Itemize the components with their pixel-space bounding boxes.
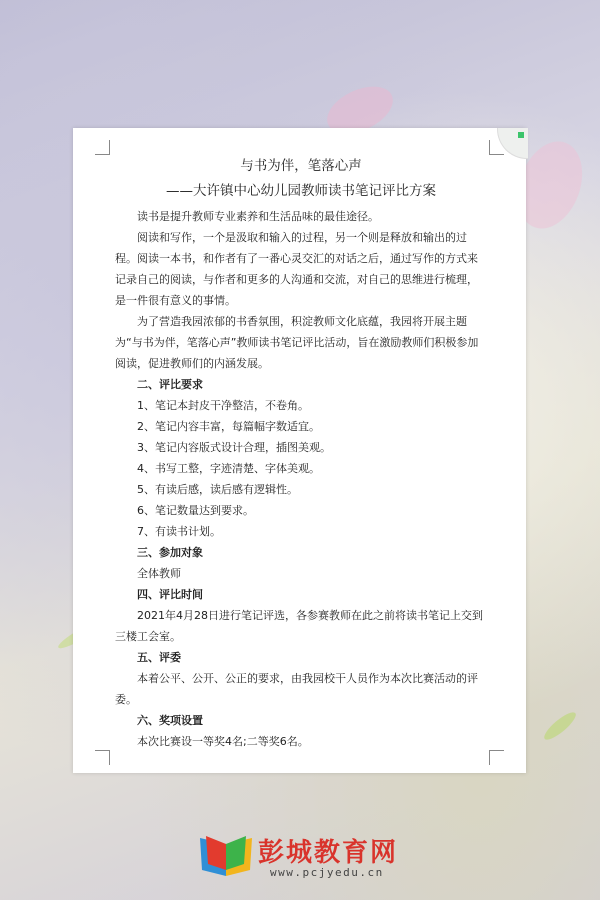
section-heading: 五、评委 bbox=[137, 651, 181, 664]
paragraph: 为了营造我园浓郁的书香氛围，积淀教师文化底蕴，我园将开展主题为“与书为伴，笔落心声”教师读书笔记评比活动，旨在激励教师们积极参加阅读，促进教师们的内涵发展。 bbox=[115, 315, 479, 370]
crop-mark-top-left bbox=[95, 140, 110, 155]
document-subtitle: ——大许镇中心幼儿园教师读书笔记评比方案 bbox=[166, 183, 436, 199]
site-url: www.pcjyedu.cn bbox=[270, 866, 384, 879]
open-book-logo-icon bbox=[196, 834, 256, 878]
paragraph: 阅读和写作，一个是汲取和输入的过程，另一个则是释放和输出的过程。阅读一本书，和作者有了一番心灵交汇的对话之后，通过写作的方式来记录自己的阅读，与作者和更多的人沟通和交流，对自己的思维进行梳理，是一件很有意义的事情。 bbox=[115, 231, 478, 307]
requirement-item: 3、笔记内容版式设计合理，插图美观。 bbox=[137, 441, 331, 454]
requirement-item: 1、笔记本封皮干净整洁，不卷角。 bbox=[137, 399, 309, 412]
crop-mark-bottom-left bbox=[95, 750, 110, 765]
requirement-item: 4、书写工整，字迹清楚、字体美观。 bbox=[137, 462, 320, 475]
section-heading: 六、奖项设置 bbox=[137, 714, 203, 727]
section-heading: 三、参加对象 bbox=[137, 546, 203, 559]
requirement-item: 2、笔记内容丰富，每篇幅字数适宜。 bbox=[137, 420, 320, 433]
paragraph: 本着公平、公开、公正的要求，由我园校干人员作为本次比赛活动的评委。 bbox=[115, 672, 478, 706]
document-title: 与书为伴，笔落心声 bbox=[240, 158, 362, 174]
background-leaf bbox=[541, 709, 579, 744]
document-page[interactable] bbox=[73, 128, 526, 773]
requirement-item: 7、有读书计划。 bbox=[137, 525, 221, 538]
paragraph: 读书是提升教师专业素养和生活品味的最佳途径。 bbox=[137, 210, 379, 223]
requirement-item: 6、笔记数量达到要求。 bbox=[137, 504, 254, 517]
paragraph: 本次比赛设一等奖4名;二等奖6名。 bbox=[137, 735, 309, 748]
site-watermark bbox=[196, 832, 436, 882]
section-heading: 二、评比要求 bbox=[137, 378, 203, 391]
document-body bbox=[115, 156, 487, 752]
requirement-item: 5、有读后感，读后感有逻辑性。 bbox=[137, 483, 298, 496]
crop-mark-bottom-right bbox=[489, 750, 504, 765]
site-name: 彭城教育网 bbox=[258, 838, 399, 868]
paragraph: 2021年4月28日进行笔记评选，各参赛教师在此之前将读书笔记上交到三楼工会室。 bbox=[115, 609, 483, 643]
section-heading: 四、评比时间 bbox=[137, 588, 203, 601]
paragraph: 全体教师 bbox=[137, 567, 181, 580]
